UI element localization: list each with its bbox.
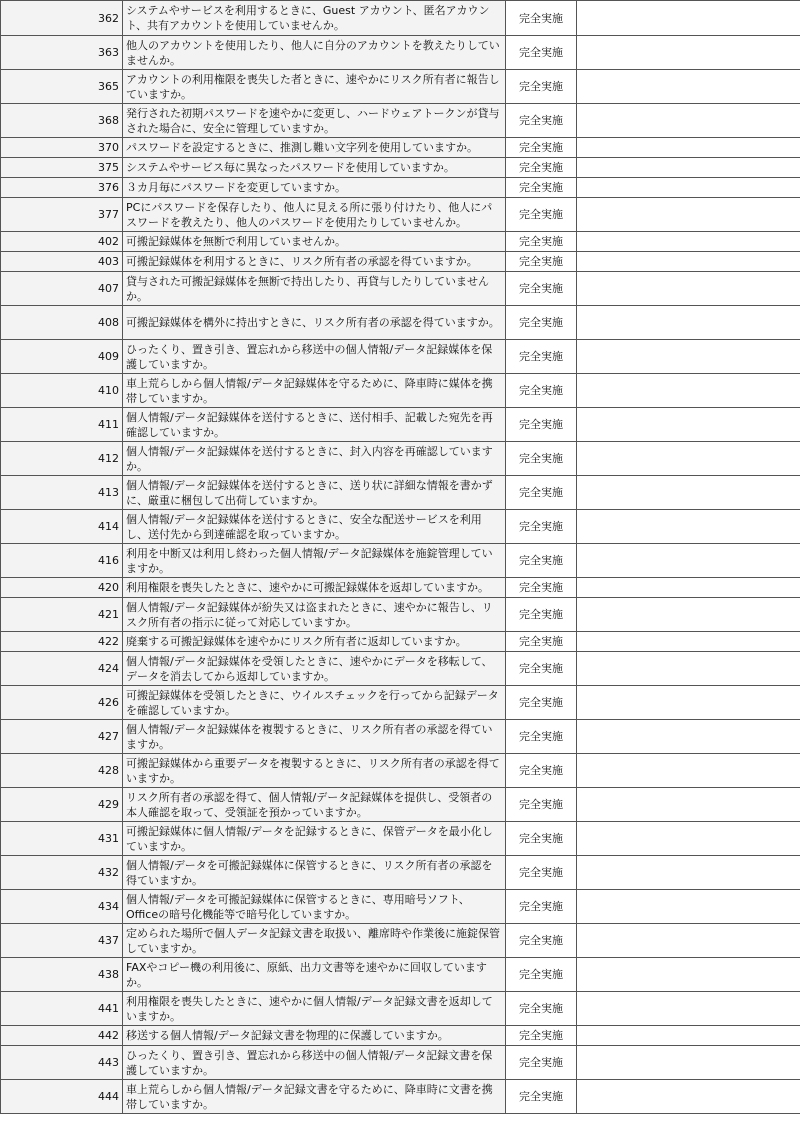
row-number: 422 (1, 632, 123, 652)
table-row (1, 272, 800, 306)
question-text: 車上荒らしから個人情報/データ記録文書を守るために、降車時に文書を携帯していますか。 (123, 1080, 506, 1114)
row-number: 426 (1, 686, 123, 720)
note-cell (577, 598, 800, 632)
row-number: 403 (1, 252, 123, 272)
status-cell: 完全実施 (506, 158, 577, 178)
note-cell (577, 476, 800, 510)
table-row (1, 510, 800, 544)
table-row (1, 306, 800, 340)
table-row (1, 198, 800, 232)
status-cell: 完全実施 (506, 1080, 577, 1114)
table-row (1, 754, 800, 788)
status-cell: 完全実施 (506, 856, 577, 890)
table-row (1, 992, 800, 1026)
status-cell: 完全実施 (506, 822, 577, 856)
question-text: 可搬記録媒体を受領したときに、ウイルスチェックを行ってから記録データを確認していますか。 (123, 686, 506, 720)
status-cell: 完全実施 (506, 652, 577, 686)
status-cell: 完全実施 (506, 1026, 577, 1046)
question-text: 可搬記録媒体に個人情報/データを記録するときに、保管データを最小化していますか。 (123, 822, 506, 856)
status-cell: 完全実施 (506, 70, 577, 104)
row-number: 443 (1, 1046, 123, 1080)
status-cell: 完全実施 (506, 1046, 577, 1080)
question-text: 可搬記録媒体を構外に持出すときに、リスク所有者の承認を得ていますか。 (123, 306, 506, 340)
row-number: 442 (1, 1026, 123, 1046)
question-text: 個人情報/データ記録媒体を受領したときに、速やかにデータを移転して、データを消去してから返却していますか。 (123, 652, 506, 686)
status-cell: 完全実施 (506, 720, 577, 754)
question-text: ３カ月毎にパスワードを変更していますか。 (123, 178, 506, 198)
table-row (1, 822, 800, 856)
note-cell (577, 578, 800, 598)
status-cell: 完全実施 (506, 890, 577, 924)
row-number: 411 (1, 408, 123, 442)
note-cell (577, 374, 800, 408)
table-row (1, 442, 800, 476)
question-text: 可搬記録媒体を利用するときに、リスク所有者の承認を得ていますか。 (123, 252, 506, 272)
question-text: 利用権限を喪失したときに、速やかに可搬記録媒体を返却していますか。 (123, 578, 506, 598)
row-number: 365 (1, 70, 123, 104)
row-number: 416 (1, 544, 123, 578)
row-number: 431 (1, 822, 123, 856)
status-cell: 完全実施 (506, 232, 577, 252)
status-cell: 完全実施 (506, 544, 577, 578)
question-text: 定められた場所で個人データ記録文書を取扱い、離席時や作業後に施錠保管していますか。 (123, 924, 506, 958)
row-number: 427 (1, 720, 123, 754)
status-cell: 完全実施 (506, 442, 577, 476)
status-cell: 完全実施 (506, 306, 577, 340)
table-row (1, 720, 800, 754)
note-cell (577, 1046, 800, 1080)
table-row (1, 1, 800, 36)
question-text: ひったくり、置き引き、置忘れから移送中の個人情報/データ記録媒体を保護していますか。 (123, 340, 506, 374)
status-cell: 完全実施 (506, 632, 577, 652)
table-row (1, 476, 800, 510)
table-row (1, 36, 800, 70)
question-text: 個人情報/データ記録媒体を送付するときに、送付相手、記載した宛先を再確認していますか。 (123, 408, 506, 442)
question-text: 車上荒らしから個人情報/データ記録媒体を守るために、降車時に媒体を携帯していますか。 (123, 374, 506, 408)
question-text: PCにパスワードを保存したり、他人に見える所に張り付けたり、他人にパスワードを教えたり、他人のパスワードを使用たりしていませんか。 (123, 198, 506, 232)
note-cell (577, 822, 800, 856)
question-text: 他人のアカウントを使用したり、他人に自分のアカウントを教えたりしていませんか。 (123, 36, 506, 70)
table-row (1, 232, 800, 252)
row-number: 424 (1, 652, 123, 686)
note-cell (577, 36, 800, 70)
note-cell (577, 720, 800, 754)
note-cell (577, 272, 800, 306)
table-row (1, 1080, 800, 1114)
row-number: 434 (1, 890, 123, 924)
table-row (1, 788, 800, 822)
question-text: 貸与された可搬記録媒体を無断で持出したり、再貸与したりしていませんか。 (123, 272, 506, 306)
note-cell (577, 958, 800, 992)
note-cell (577, 890, 800, 924)
note-cell (577, 138, 800, 158)
table-row (1, 138, 800, 158)
status-cell: 完全実施 (506, 374, 577, 408)
question-text: アカウントの利用権限を喪失した者ときに、速やかにリスク所有者に報告していますか。 (123, 70, 506, 104)
table-row (1, 1046, 800, 1080)
note-cell (577, 992, 800, 1026)
table-row (1, 958, 800, 992)
note-cell (577, 632, 800, 652)
note-cell (577, 70, 800, 104)
table-row (1, 686, 800, 720)
row-number: 362 (1, 1, 123, 36)
question-text: 廃棄する可搬記録媒体を速やかにリスク所有者に返却していますか。 (123, 632, 506, 652)
row-number: 412 (1, 442, 123, 476)
row-number: 370 (1, 138, 123, 158)
table-row (1, 408, 800, 442)
table-row (1, 178, 800, 198)
status-cell: 完全実施 (506, 340, 577, 374)
status-cell: 完全実施 (506, 272, 577, 306)
status-cell: 完全実施 (506, 476, 577, 510)
table-row (1, 924, 800, 958)
status-cell: 完全実施 (506, 198, 577, 232)
table-row (1, 856, 800, 890)
question-text: 可搬記録媒体から重要データを複製するときに、リスク所有者の承認を得ていますか。 (123, 754, 506, 788)
status-cell: 完全実施 (506, 924, 577, 958)
row-number: 376 (1, 178, 123, 198)
row-number: 402 (1, 232, 123, 252)
question-text: ひったくり、置き引き、置忘れから移送中の個人情報/データ記録文書を保護していますか。 (123, 1046, 506, 1080)
row-number: 410 (1, 374, 123, 408)
row-number: 429 (1, 788, 123, 822)
question-text: 発行された初期パスワードを速やかに変更し、ハードウェアトークンが貸与された場合に、安全に管理していますか。 (123, 104, 506, 138)
status-cell: 完全実施 (506, 510, 577, 544)
row-number: 437 (1, 924, 123, 958)
note-cell (577, 158, 800, 178)
row-number: 363 (1, 36, 123, 70)
status-cell: 完全実施 (506, 408, 577, 442)
table-row (1, 252, 800, 272)
status-cell: 完全実施 (506, 992, 577, 1026)
question-text: 個人情報/データ記録媒体を送付するときに、封入内容を再確認していますか。 (123, 442, 506, 476)
question-text: 個人情報/データを可搬記録媒体に保管するときに、リスク所有者の承認を得ていますか。 (123, 856, 506, 890)
question-text: システムやサービス毎に異なったパスワードを使用していますか。 (123, 158, 506, 178)
note-cell (577, 924, 800, 958)
row-number: 408 (1, 306, 123, 340)
question-text: 利用を中断又は利用し終わった個人情報/データ記録媒体を施錠管理していますか。 (123, 544, 506, 578)
note-cell (577, 1080, 800, 1114)
question-text: パスワードを設定するときに、推測し難い文字列を使用していますか。 (123, 138, 506, 158)
question-text: 個人情報/データ記録媒体を複製するときに、リスク所有者の承認を得ていますか。 (123, 720, 506, 754)
question-text: 個人情報/データ記録媒体を送付するときに、安全な配送サービスを利用し、送付先から到達確認を取っていますか。 (123, 510, 506, 544)
note-cell (577, 652, 800, 686)
question-text: 利用権限を喪失したときに、速やかに個人情報/データ記録文書を返却していますか。 (123, 992, 506, 1026)
status-cell: 完全実施 (506, 958, 577, 992)
question-text: 個人情報/データを可搬記録媒体に保管するときに、専用暗号ソフト、Officeの暗号化機能等で暗号化していますか。 (123, 890, 506, 924)
row-number: 368 (1, 104, 123, 138)
row-number: 432 (1, 856, 123, 890)
note-cell (577, 340, 800, 374)
row-number: 375 (1, 158, 123, 178)
status-cell: 完全実施 (506, 104, 577, 138)
checklist-body (1, 1, 800, 1114)
status-cell: 完全実施 (506, 36, 577, 70)
question-text: 可搬記録媒体を無断で利用していませんか。 (123, 232, 506, 252)
row-number: 414 (1, 510, 123, 544)
table-row (1, 890, 800, 924)
question-text: 移送する個人情報/データ記録文書を物理的に保護していますか。 (123, 1026, 506, 1046)
question-text: 個人情報/データ記録媒体が紛失又は盗まれたときに、速やかに報告し、リスク所有者の指示に従って対応していますか。 (123, 598, 506, 632)
status-cell: 完全実施 (506, 1, 577, 36)
table-row (1, 158, 800, 178)
row-number: 428 (1, 754, 123, 788)
note-cell (577, 408, 800, 442)
table-row (1, 340, 800, 374)
row-number: 409 (1, 340, 123, 374)
row-number: 420 (1, 578, 123, 598)
table-row (1, 598, 800, 632)
row-number: 413 (1, 476, 123, 510)
status-cell: 完全実施 (506, 686, 577, 720)
status-cell: 完全実施 (506, 138, 577, 158)
table-row (1, 544, 800, 578)
note-cell (577, 1, 800, 36)
note-cell (577, 306, 800, 340)
note-cell (577, 1026, 800, 1046)
note-cell (577, 544, 800, 578)
row-number: 438 (1, 958, 123, 992)
note-cell (577, 686, 800, 720)
table-row (1, 104, 800, 138)
status-cell: 完全実施 (506, 788, 577, 822)
table-row (1, 70, 800, 104)
table-row (1, 578, 800, 598)
row-number: 421 (1, 598, 123, 632)
note-cell (577, 252, 800, 272)
row-number: 377 (1, 198, 123, 232)
status-cell: 完全実施 (506, 252, 577, 272)
note-cell (577, 510, 800, 544)
question-text: 個人情報/データ記録媒体を送付するときに、送り状に詳細な情報を書かずに、厳重に梱包して出荷していますか。 (123, 476, 506, 510)
row-number: 441 (1, 992, 123, 1026)
note-cell (577, 178, 800, 198)
table-row (1, 374, 800, 408)
question-text: FAXやコピー機の利用後に、原紙、出力文書等を速やかに回収していますか。 (123, 958, 506, 992)
note-cell (577, 856, 800, 890)
note-cell (577, 232, 800, 252)
note-cell (577, 788, 800, 822)
table-row (1, 1026, 800, 1046)
status-cell: 完全実施 (506, 598, 577, 632)
note-cell (577, 442, 800, 476)
question-text: システムやサービスを利用するときに、Guest アカウント、匿名アカウント、共有アカウントを使用していませんか。 (123, 1, 506, 36)
note-cell (577, 754, 800, 788)
question-text: リスク所有者の承認を得て、個人情報/データ記録媒体を提供し、受領者の本人確認を取って、受領証を預かっていますか。 (123, 788, 506, 822)
row-number: 444 (1, 1080, 123, 1114)
table-row (1, 652, 800, 686)
table-row (1, 632, 800, 652)
status-cell: 完全実施 (506, 754, 577, 788)
row-number: 407 (1, 272, 123, 306)
status-cell: 完全実施 (506, 178, 577, 198)
note-cell (577, 104, 800, 138)
status-cell: 完全実施 (506, 578, 577, 598)
note-cell (577, 198, 800, 232)
